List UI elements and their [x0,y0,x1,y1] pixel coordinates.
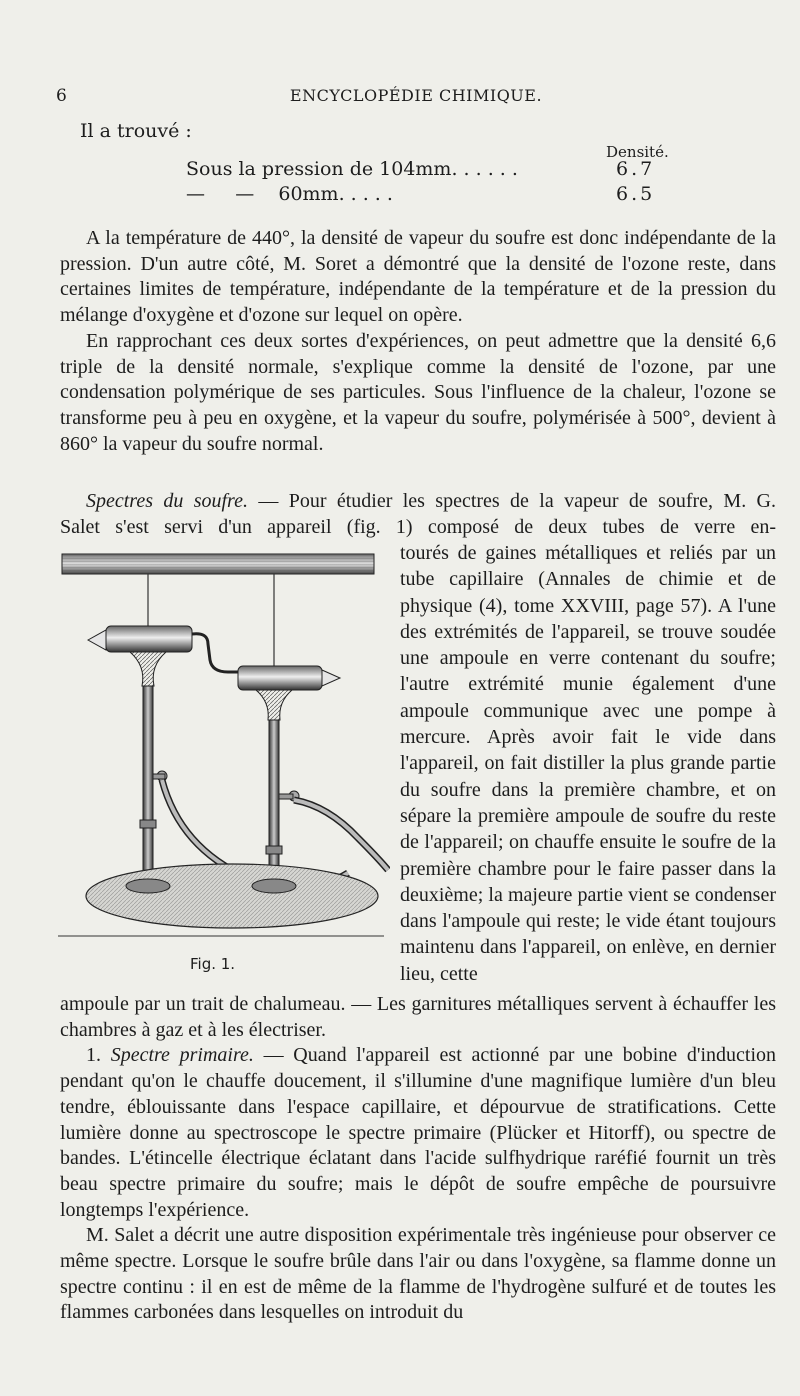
spectra-line-2: Salet s'est servi d'un appareil (fig. 1) composé de deux tubes de verre en- [60,515,776,538]
paragraph-ampoule: ampoule par un trait de chalumeau. — Les garnitures métalliques servent à échauffer les chambres à gaz et à les électriser. [60,993,776,1041]
intro-line: Il a trouvé : [80,120,192,142]
capillary-tube [192,634,238,672]
paragraph-primary-spectrum: 1. Spectre primaire. — Quand l'appareil est actionné par une bobine d'induction pendant qu'on le chauffe doucement, il s'illumine d'une magnifique lumière d'un bleu tendre, éblouissante dans l'espace capillaire, et dépourvue de stratifications. Cette lumière donne au spectroscope le spectre primaire (Plücker et Hitorff), ou spectre de bandes. L'étincelle électrique éclatant dans l'acide sulfhydrique raréfié fournit un très beau spectre primaire du soufre; mais le dépôt de soufre empêche de poursuivre longtemps l'expérience. [60,1044,776,1221]
running-title: ENCYCLOPÉDIE CHIMIQUE. [289,86,543,105]
section-title-spectres: Spectres du soufre. [86,490,248,512]
paragraph-polymeric: En rapprochant ces deux sortes d'expériences, on peut admettre que la densité 6,6 triple de la densité normale, s'explique comme la densité de l'ozone, par une condensation polymérique de ses particules. Sous l'influence de la chaleur, l'ozone se transforme peu à peu en oxygène, et la vapeur du soufre, polymérisée à 500°, devient à 860° la vapeur du soufre normal. [60,329,776,455]
paragraph-salet: M. Salet a décrit une autre disposition expérimentale très ingénieuse pour observer ce même spectre. Lorsque le soufre brûle dans l'air ou dans l'oxygène, sa flamme donne un spectre continu : il en est de même de la flamme de l'hydrogène sulfuré et de toutes les flammes carbonées dans lesquelles on introduit du [60,1224,776,1324]
paragraph-apparatus: tourés de gaines métalliques et reliés par un tube capillaire (Annales de chimie et de physique (4), tome XXVIII, page 57). A l'une des extrémités de l'appareil, se trouve soudée une ampoule en verre contenant du soufre; l'autre extrémité munie également d'une ampoule communique avec une pompe à mercure. Après avoir fait le vide dans l'appareil, on fait distiller la plus grande partie du soufre dans la première chambre, et on sépare la première ampoule de soufre du reste de l'appareil; on chauffe ensuite le soufre de la première chambre pour le faire passer dans la deuxième; la majeure partie vient se condenser dans l'ampoule qui reste; le vide étant toujours maintenu dans l'appareil, on enlève, en dernier lieu, cette [400,542,776,985]
pressure-label: — — 60mm. . . . . [186,183,393,205]
pressure-row-1 [186,158,656,182]
density-value: 6.5 [616,183,656,205]
spectra-intro [60,489,776,540]
figure-apparatus [58,548,390,948]
paragraph-density: A la température de 440°, la densité de vapeur du soufre est donc indépendante de la pression. D'un autre côté, M. Soret a démontré que la densité de l'ozone reste, dans certaines limites de température, indépendante de la température et de la pression du mélange d'oxygène et d'ozone sur lequel on opère. [60,227,776,327]
first-chamber [106,626,192,652]
section-title-primaire: Spectre primaire. [110,1044,254,1067]
density-value: 6.7 [616,158,656,180]
paragraphs-bottom [60,992,776,1326]
page-number: 6 [56,86,67,106]
pressure-label: Sous la pression de 104mm. . . . . . [186,158,518,180]
paragraphs-top [60,226,776,457]
spectra-line-1: Spectres du soufre. — Pour étudier les spectres de la vapeur de soufre, M. G. [86,490,776,512]
page-header [56,86,776,108]
section-number: 1. [86,1044,101,1067]
pressure-row-2 [186,183,656,207]
wrapped-text [400,540,776,987]
left-post [143,686,153,886]
figure-caption: Fig. 1. [190,955,236,973]
right-post [269,720,279,886]
density-column-header: Densité. [606,143,669,161]
second-chamber [238,666,322,690]
apparatus-illustration [58,548,390,948]
